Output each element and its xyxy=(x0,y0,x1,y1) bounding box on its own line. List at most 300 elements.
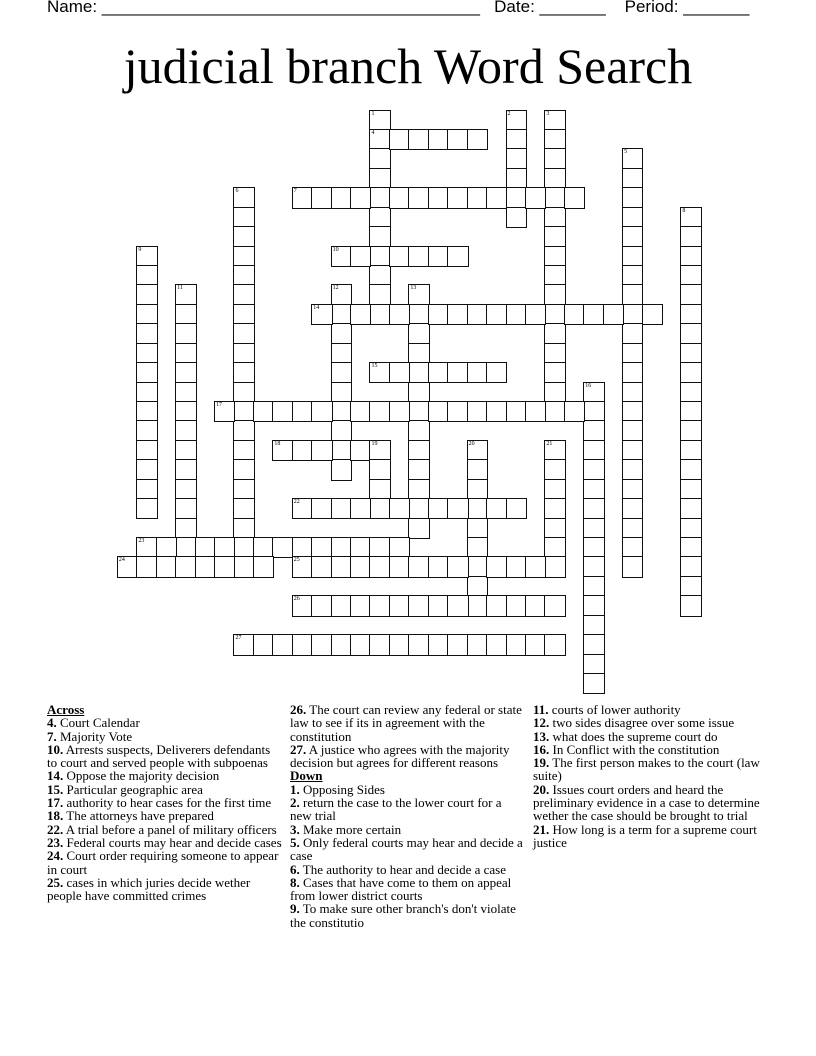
crossword-cell[interactable] xyxy=(233,323,254,344)
date-field[interactable]: Date: _______ xyxy=(494,0,606,16)
crossword-cell[interactable] xyxy=(680,362,701,383)
crossword-cell[interactable] xyxy=(311,440,332,461)
crossword-cell[interactable] xyxy=(583,401,604,422)
crossword-cell[interactable] xyxy=(253,537,274,558)
crossword-cell[interactable] xyxy=(680,226,701,247)
crossword-cell[interactable] xyxy=(311,595,332,616)
crossword-cell[interactable] xyxy=(233,284,254,305)
crossword-cell[interactable] xyxy=(544,595,565,616)
crossword-cell[interactable] xyxy=(331,304,352,325)
crossword-cell[interactable] xyxy=(544,110,565,131)
crossword-cell[interactable] xyxy=(525,595,546,616)
crossword-cell[interactable] xyxy=(467,401,488,422)
crossword-cell[interactable] xyxy=(544,634,565,655)
crossword-cell[interactable] xyxy=(350,246,371,267)
crossword-cell[interactable] xyxy=(583,440,604,461)
crossword-cell[interactable] xyxy=(564,304,585,325)
crossword-cell[interactable] xyxy=(622,459,643,480)
crossword-cell[interactable] xyxy=(680,246,701,267)
crossword-cell[interactable] xyxy=(233,479,254,500)
crossword-cell[interactable] xyxy=(486,498,507,519)
crossword-cell[interactable] xyxy=(389,362,410,383)
crossword-cell[interactable] xyxy=(544,479,565,500)
crossword-cell[interactable] xyxy=(233,362,254,383)
crossword-cell[interactable] xyxy=(486,595,507,616)
crossword-cell[interactable] xyxy=(544,304,565,325)
crossword-cell[interactable] xyxy=(544,284,565,305)
crossword-cell[interactable] xyxy=(583,459,604,480)
crossword-cell[interactable] xyxy=(428,401,449,422)
crossword-cell[interactable] xyxy=(408,440,429,461)
crossword-cell[interactable] xyxy=(408,129,429,150)
crossword-cell[interactable] xyxy=(136,556,157,577)
crossword-cell[interactable] xyxy=(292,440,313,461)
crossword-cell[interactable] xyxy=(175,537,196,558)
crossword-cell[interactable] xyxy=(506,168,527,189)
crossword-cell[interactable] xyxy=(680,382,701,403)
crossword-cell[interactable] xyxy=(583,595,604,616)
crossword-cell[interactable] xyxy=(622,246,643,267)
crossword-cell[interactable] xyxy=(447,556,468,577)
crossword-cell[interactable] xyxy=(233,226,254,247)
crossword-cell[interactable] xyxy=(525,304,546,325)
crossword-cell[interactable] xyxy=(622,440,643,461)
crossword-cell[interactable] xyxy=(622,479,643,500)
crossword-cell[interactable] xyxy=(408,634,429,655)
crossword-cell[interactable] xyxy=(544,556,565,577)
crossword-cell[interactable] xyxy=(544,148,565,169)
crossword-cell[interactable] xyxy=(467,634,488,655)
crossword-cell[interactable] xyxy=(486,304,507,325)
crossword-cell[interactable] xyxy=(369,148,390,169)
crossword-cell[interactable] xyxy=(428,634,449,655)
crossword-cell[interactable] xyxy=(447,187,468,208)
crossword-cell[interactable] xyxy=(350,498,371,519)
crossword-cell[interactable] xyxy=(486,634,507,655)
crossword-cell[interactable] xyxy=(408,420,429,441)
crossword-cell[interactable] xyxy=(292,498,313,519)
crossword-cell[interactable] xyxy=(369,401,390,422)
crossword-cell[interactable] xyxy=(136,440,157,461)
crossword-cell[interactable] xyxy=(389,537,410,558)
crossword-cell[interactable] xyxy=(428,498,449,519)
crossword-cell[interactable] xyxy=(622,187,643,208)
crossword-cell[interactable] xyxy=(233,634,254,655)
crossword-cell[interactable] xyxy=(680,343,701,364)
crossword-cell[interactable] xyxy=(680,576,701,597)
crossword-cell[interactable] xyxy=(331,634,352,655)
crossword-cell[interactable] xyxy=(486,401,507,422)
crossword-cell[interactable] xyxy=(447,129,468,150)
crossword-cell[interactable] xyxy=(253,556,274,577)
crossword-cell[interactable] xyxy=(680,595,701,616)
crossword-cell[interactable] xyxy=(583,479,604,500)
crossword-cell[interactable] xyxy=(195,537,216,558)
crossword-cell[interactable] xyxy=(369,226,390,247)
crossword-cell[interactable] xyxy=(583,556,604,577)
crossword-cell[interactable] xyxy=(544,187,565,208)
crossword-cell[interactable] xyxy=(447,246,468,267)
crossword-cell[interactable] xyxy=(175,343,196,364)
crossword-cell[interactable] xyxy=(233,459,254,480)
crossword-cell[interactable] xyxy=(369,479,390,500)
crossword-cell[interactable] xyxy=(525,401,546,422)
crossword-cell[interactable] xyxy=(467,362,488,383)
crossword-cell[interactable] xyxy=(292,401,313,422)
crossword-cell[interactable] xyxy=(117,556,138,577)
crossword-cell[interactable] xyxy=(544,440,565,461)
crossword-cell[interactable] xyxy=(408,187,429,208)
crossword-cell[interactable] xyxy=(622,284,643,305)
crossword-cell[interactable] xyxy=(622,401,643,422)
crossword-cell[interactable] xyxy=(564,401,585,422)
period-field[interactable]: Period: _______ xyxy=(624,0,750,16)
crossword-cell[interactable] xyxy=(350,537,371,558)
crossword-cell[interactable] xyxy=(428,129,449,150)
crossword-cell[interactable] xyxy=(467,187,488,208)
crossword-cell[interactable] xyxy=(622,518,643,539)
crossword-cell[interactable] xyxy=(622,420,643,441)
crossword-cell[interactable] xyxy=(369,440,390,461)
crossword-cell[interactable] xyxy=(292,556,313,577)
crossword-cell[interactable] xyxy=(350,401,371,422)
crossword-cell[interactable] xyxy=(408,323,429,344)
crossword-cell[interactable] xyxy=(622,362,643,383)
crossword-cell[interactable] xyxy=(544,382,565,403)
crossword-cell[interactable] xyxy=(506,556,527,577)
crossword-cell[interactable] xyxy=(136,498,157,519)
crossword-cell[interactable] xyxy=(331,362,352,383)
crossword-cell[interactable] xyxy=(233,440,254,461)
crossword-cell[interactable] xyxy=(331,459,352,480)
crossword-cell[interactable] xyxy=(486,362,507,383)
crossword-cell[interactable] xyxy=(622,323,643,344)
crossword-cell[interactable] xyxy=(292,187,313,208)
crossword-cell[interactable] xyxy=(622,556,643,577)
crossword-cell[interactable] xyxy=(311,187,332,208)
crossword-cell[interactable] xyxy=(233,537,254,558)
crossword-cell[interactable] xyxy=(603,304,624,325)
crossword-cell[interactable] xyxy=(506,595,527,616)
crossword-cell[interactable] xyxy=(369,265,390,286)
crossword-cell[interactable] xyxy=(680,304,701,325)
crossword-cell[interactable] xyxy=(447,498,468,519)
crossword-cell[interactable] xyxy=(583,498,604,519)
crossword-cell[interactable] xyxy=(622,343,643,364)
crossword-cell[interactable] xyxy=(214,401,235,422)
crossword-cell[interactable] xyxy=(350,440,371,461)
crossword-cell[interactable] xyxy=(214,556,235,577)
crossword-cell[interactable] xyxy=(214,537,235,558)
crossword-cell[interactable] xyxy=(447,304,468,325)
crossword-cell[interactable] xyxy=(369,459,390,480)
crossword-cell[interactable] xyxy=(331,343,352,364)
crossword-cell[interactable] xyxy=(544,129,565,150)
crossword-cell[interactable] xyxy=(506,148,527,169)
crossword-cell[interactable] xyxy=(506,187,527,208)
crossword-cell[interactable] xyxy=(175,556,196,577)
crossword-cell[interactable] xyxy=(428,187,449,208)
crossword-cell[interactable] xyxy=(136,246,157,267)
crossword-cell[interactable] xyxy=(233,265,254,286)
crossword-cell[interactable] xyxy=(680,420,701,441)
crossword-cell[interactable] xyxy=(233,246,254,267)
crossword-cell[interactable] xyxy=(428,556,449,577)
crossword-cell[interactable] xyxy=(389,401,410,422)
crossword-cell[interactable] xyxy=(680,284,701,305)
crossword-cell[interactable] xyxy=(428,304,449,325)
crossword-cell[interactable] xyxy=(506,129,527,150)
crossword-cell[interactable] xyxy=(175,440,196,461)
crossword-cell[interactable] xyxy=(506,110,527,131)
crossword-cell[interactable] xyxy=(408,362,429,383)
crossword-cell[interactable] xyxy=(292,634,313,655)
crossword-cell[interactable] xyxy=(369,110,390,131)
crossword-cell[interactable] xyxy=(642,304,663,325)
crossword-cell[interactable] xyxy=(408,401,429,422)
crossword-cell[interactable] xyxy=(350,634,371,655)
crossword-cell[interactable] xyxy=(369,498,390,519)
crossword-cell[interactable] xyxy=(486,187,507,208)
crossword-cell[interactable] xyxy=(544,498,565,519)
crossword-cell[interactable] xyxy=(175,382,196,403)
crossword-cell[interactable] xyxy=(272,634,293,655)
crossword-cell[interactable] xyxy=(369,246,390,267)
crossword-cell[interactable] xyxy=(467,556,488,577)
crossword-cell[interactable] xyxy=(136,284,157,305)
crossword-cell[interactable] xyxy=(622,207,643,228)
crossword-cell[interactable] xyxy=(506,207,527,228)
crossword-cell[interactable] xyxy=(544,537,565,558)
crossword-cell[interactable] xyxy=(272,440,293,461)
crossword-cell[interactable] xyxy=(544,459,565,480)
crossword-cell[interactable] xyxy=(564,187,585,208)
crossword-cell[interactable] xyxy=(331,187,352,208)
crossword-cell[interactable] xyxy=(136,265,157,286)
crossword-cell[interactable] xyxy=(233,304,254,325)
crossword-cell[interactable] xyxy=(311,556,332,577)
crossword-cell[interactable] xyxy=(136,362,157,383)
crossword-cell[interactable] xyxy=(467,576,488,597)
crossword-cell[interactable] xyxy=(369,634,390,655)
crossword-cell[interactable] xyxy=(506,401,527,422)
crossword-cell[interactable] xyxy=(331,284,352,305)
crossword-cell[interactable] xyxy=(369,129,390,150)
crossword-cell[interactable] xyxy=(272,401,293,422)
crossword-cell[interactable] xyxy=(680,498,701,519)
crossword-cell[interactable] xyxy=(408,498,429,519)
crossword-cell[interactable] xyxy=(544,207,565,228)
crossword-cell[interactable] xyxy=(369,187,390,208)
crossword-cell[interactable] xyxy=(292,537,313,558)
crossword-cell[interactable] xyxy=(467,129,488,150)
crossword-cell[interactable] xyxy=(447,401,468,422)
crossword-cell[interactable] xyxy=(544,362,565,383)
crossword-cell[interactable] xyxy=(408,595,429,616)
crossword-cell[interactable] xyxy=(175,284,196,305)
crossword-cell[interactable] xyxy=(622,148,643,169)
crossword-cell[interactable] xyxy=(136,343,157,364)
crossword-cell[interactable] xyxy=(680,537,701,558)
crossword-cell[interactable] xyxy=(544,168,565,189)
crossword-cell[interactable] xyxy=(233,498,254,519)
crossword-cell[interactable] xyxy=(486,556,507,577)
name-field[interactable]: Name: ________________________________________ xyxy=(47,0,480,16)
crossword-cell[interactable] xyxy=(467,304,488,325)
crossword-cell[interactable] xyxy=(408,284,429,305)
crossword-cell[interactable] xyxy=(447,634,468,655)
crossword-cell[interactable] xyxy=(408,382,429,403)
crossword-cell[interactable] xyxy=(506,304,527,325)
crossword-cell[interactable] xyxy=(583,537,604,558)
crossword-cell[interactable] xyxy=(428,246,449,267)
crossword-cell[interactable] xyxy=(175,323,196,344)
crossword-cell[interactable] xyxy=(331,556,352,577)
crossword-cell[interactable] xyxy=(136,304,157,325)
crossword-cell[interactable] xyxy=(311,304,332,325)
crossword-cell[interactable] xyxy=(506,634,527,655)
crossword-cell[interactable] xyxy=(389,304,410,325)
crossword-cell[interactable] xyxy=(583,420,604,441)
crossword-cell[interactable] xyxy=(622,304,643,325)
crossword-cell[interactable] xyxy=(311,401,332,422)
crossword-cell[interactable] xyxy=(680,479,701,500)
crossword-cell[interactable] xyxy=(428,362,449,383)
crossword-cell[interactable] xyxy=(408,246,429,267)
crossword-cell[interactable] xyxy=(467,518,488,539)
crossword-cell[interactable] xyxy=(408,459,429,480)
crossword-cell[interactable] xyxy=(680,323,701,344)
crossword-cell[interactable] xyxy=(369,304,390,325)
crossword-cell[interactable] xyxy=(622,498,643,519)
crossword-cell[interactable] xyxy=(467,479,488,500)
crossword-cell[interactable] xyxy=(389,246,410,267)
crossword-cell[interactable] xyxy=(447,362,468,383)
crossword-cell[interactable] xyxy=(175,459,196,480)
crossword-cell[interactable] xyxy=(622,382,643,403)
crossword-cell[interactable] xyxy=(467,595,488,616)
crossword-cell[interactable] xyxy=(292,595,313,616)
crossword-cell[interactable] xyxy=(408,343,429,364)
crossword-cell[interactable] xyxy=(175,479,196,500)
crossword-cell[interactable] xyxy=(175,518,196,539)
crossword-cell[interactable] xyxy=(369,168,390,189)
crossword-cell[interactable] xyxy=(583,382,604,403)
crossword-cell[interactable] xyxy=(544,265,565,286)
crossword-cell[interactable] xyxy=(525,187,546,208)
crossword-cell[interactable] xyxy=(233,382,254,403)
crossword-cell[interactable] xyxy=(544,246,565,267)
crossword-cell[interactable] xyxy=(331,537,352,558)
crossword-cell[interactable] xyxy=(389,498,410,519)
crossword-cell[interactable] xyxy=(175,362,196,383)
crossword-cell[interactable] xyxy=(467,537,488,558)
crossword-cell[interactable] xyxy=(544,518,565,539)
crossword-cell[interactable] xyxy=(233,401,254,422)
crossword-cell[interactable] xyxy=(331,323,352,344)
crossword-cell[interactable] xyxy=(467,498,488,519)
crossword-cell[interactable] xyxy=(253,634,274,655)
crossword-cell[interactable] xyxy=(467,459,488,480)
crossword-cell[interactable] xyxy=(136,537,157,558)
crossword-cell[interactable] xyxy=(331,595,352,616)
crossword-cell[interactable] xyxy=(544,323,565,344)
crossword-cell[interactable] xyxy=(583,615,604,636)
crossword-cell[interactable] xyxy=(369,537,390,558)
crossword-cell[interactable] xyxy=(331,420,352,441)
crossword-cell[interactable] xyxy=(583,673,604,694)
crossword-cell[interactable] xyxy=(680,440,701,461)
crossword-cell[interactable] xyxy=(311,498,332,519)
crossword-cell[interactable] xyxy=(369,556,390,577)
crossword-cell[interactable] xyxy=(680,207,701,228)
crossword-cell[interactable] xyxy=(544,343,565,364)
crossword-cell[interactable] xyxy=(233,556,254,577)
crossword-cell[interactable] xyxy=(331,440,352,461)
crossword-cell[interactable] xyxy=(447,595,468,616)
crossword-cell[interactable] xyxy=(136,382,157,403)
crossword-cell[interactable] xyxy=(369,362,390,383)
crossword-cell[interactable] xyxy=(350,187,371,208)
crossword-cell[interactable] xyxy=(622,537,643,558)
crossword-cell[interactable] xyxy=(680,518,701,539)
crossword-cell[interactable] xyxy=(389,595,410,616)
crossword-cell[interactable] xyxy=(583,518,604,539)
crossword-cell[interactable] xyxy=(136,420,157,441)
crossword-cell[interactable] xyxy=(156,556,177,577)
crossword-cell[interactable] xyxy=(583,304,604,325)
crossword-cell[interactable] xyxy=(369,284,390,305)
crossword-cell[interactable] xyxy=(544,226,565,247)
crossword-cell[interactable] xyxy=(350,304,371,325)
crossword-cell[interactable] xyxy=(175,304,196,325)
crossword-cell[interactable] xyxy=(350,556,371,577)
crossword-cell[interactable] xyxy=(136,479,157,500)
crossword-cell[interactable] xyxy=(544,401,565,422)
crossword-cell[interactable] xyxy=(331,498,352,519)
crossword-cell[interactable] xyxy=(331,382,352,403)
crossword-cell[interactable] xyxy=(369,207,390,228)
crossword-cell[interactable] xyxy=(622,226,643,247)
crossword-cell[interactable] xyxy=(311,634,332,655)
crossword-cell[interactable] xyxy=(233,207,254,228)
crossword-cell[interactable] xyxy=(680,556,701,577)
crossword-cell[interactable] xyxy=(389,634,410,655)
crossword-cell[interactable] xyxy=(389,556,410,577)
crossword-cell[interactable] xyxy=(583,654,604,675)
crossword-cell[interactable] xyxy=(195,556,216,577)
crossword-cell[interactable] xyxy=(389,187,410,208)
crossword-cell[interactable] xyxy=(233,187,254,208)
crossword-cell[interactable] xyxy=(331,401,352,422)
crossword-cell[interactable] xyxy=(506,498,527,519)
crossword-cell[interactable] xyxy=(233,343,254,364)
crossword-cell[interactable] xyxy=(389,129,410,150)
crossword-cell[interactable] xyxy=(680,459,701,480)
crossword-cell[interactable] xyxy=(408,479,429,500)
crossword-cell[interactable] xyxy=(369,595,390,616)
crossword-cell[interactable] xyxy=(467,440,488,461)
crossword-cell[interactable] xyxy=(408,556,429,577)
crossword-cell[interactable] xyxy=(408,304,429,325)
crossword-cell[interactable] xyxy=(136,401,157,422)
crossword-cell[interactable] xyxy=(272,537,293,558)
crossword-cell[interactable] xyxy=(408,518,429,539)
crossword-cell[interactable] xyxy=(175,498,196,519)
crossword-cell[interactable] xyxy=(525,634,546,655)
crossword-cell[interactable] xyxy=(583,576,604,597)
crossword-cell[interactable] xyxy=(680,265,701,286)
